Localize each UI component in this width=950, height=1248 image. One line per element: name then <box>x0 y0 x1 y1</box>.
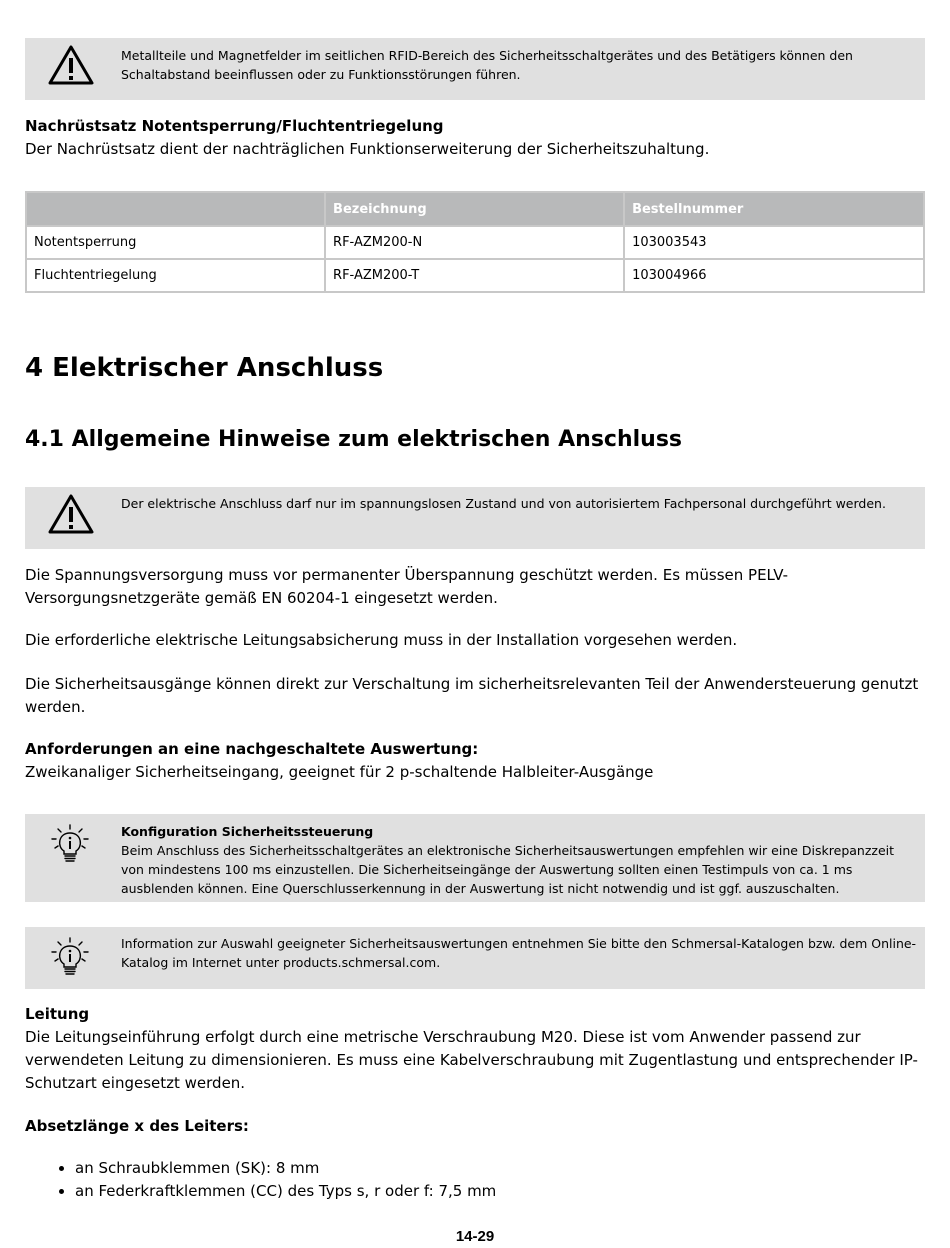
paragraph-power-supply: Die Spannungsversorgung muss vor permanenter Überspannung geschützt werden. Es müssen PELV-Versorgungsnetzgeräte gemäß EN 60204-1 eingesetzt werden. <box>25 566 789 607</box>
tip-text: Beim Anschluss des Sicherheitsschaltgerätes an elektronische Sicherheitsauswertungen empfehlen wir eine Diskrepanzzeit von mindestens 100 ms einzustellen. Die Sicherheitseingänge der Auswertung sollten einen Testimpuls von ca. 1 ms ausblenden können. Eine Querschlusserkennung in der Auswertung ist nicht notwendig und ist ggf. auszuschalten. <box>121 843 895 896</box>
section-4-1-title: 4.1 Allgemeine Hinweise zum elektrischen Anschluss <box>25 427 683 452</box>
table-row <box>27 260 923 291</box>
page-number: 14-29 <box>455 1228 495 1245</box>
lightbulb-info-icon <box>47 936 93 982</box>
requirements-heading: Anforderungen an eine nachgeschaltete Auswertung: <box>25 740 479 758</box>
table-header: Bestellnummer <box>625 193 923 225</box>
paragraph-fuse: Die erforderliche elektrische Leitungsabsicherung muss in der Installation vorgesehen werden. <box>25 631 738 649</box>
tip-box-config <box>25 814 925 902</box>
strip-length-heading: Absetzlänge x des Leiters: <box>25 1117 249 1135</box>
lightbulb-info-icon <box>47 823 93 869</box>
tip-title: Konfiguration Sicherheitssteuerung <box>121 824 374 839</box>
warning-triangle-icon <box>47 43 95 91</box>
table-cell: 103003543 <box>625 227 923 258</box>
requirements-text: Zweikanaliger Sicherheitseingang, geeignet für 2 p-schaltende Halbleiter-Ausgänge <box>25 763 654 781</box>
table-cell: 103004966 <box>625 260 923 291</box>
retrofit-heading: Nachrüstsatz Notentsperrung/Fluchtentriegelung <box>25 117 444 135</box>
table-header-row <box>27 193 923 225</box>
list-item: • an Schraubklemmen (SK): 8 mm <box>75 1157 496 1180</box>
retrofit-text: Der Nachrüstsatz dient der nachträglichen Funktionserweiterung der Sicherheitszuhaltung. <box>25 140 710 158</box>
table-cell: Fluchtentriegelung <box>27 260 324 291</box>
table-cell: RF-AZM200-T <box>326 260 623 291</box>
notice-box-metal <box>25 38 925 100</box>
table-cell: Notentsperrung <box>27 227 324 258</box>
tip-text: Information zur Auswahl geeigneter Sicherheitsauswertungen entnehmen Sie bitte den Schmersal-Katalogen bzw. dem Online-Katalog im Internet unter products.schmersal.com. <box>121 936 917 970</box>
parts-table <box>25 191 925 293</box>
tip-box-catalog <box>25 927 925 989</box>
paragraph-outputs: Die Sicherheitsausgänge können direkt zur Verschaltung im sicherheitsrelevanten Teil der Anwendersteuerung genutzt werden. <box>25 675 919 716</box>
cable-heading: Leitung <box>25 1005 90 1023</box>
table-row <box>27 227 923 258</box>
notice-text: Metallteile und Magnetfelder im seitlichen RFID-Bereich des Sicherheitsschaltgerätes und des Betätigers können den Schaltabstand beeinflussen oder zu Funktionsstörungen führen. <box>121 48 853 82</box>
list-item: • an Federkraftklemmen (CC) des Typs s, r oder f: 7,5 mm <box>75 1180 496 1203</box>
cable-text: Die Leitungseinführung erfolgt durch eine metrische Verschraubung M20. Diese ist vom Anwender passend zur verwendeten Leitung zu dimensionieren. Es muss eine Kabelverschraubung mit Zugentlastung und entsprechender IP-Schutzart eingesetzt werden. <box>25 1028 918 1092</box>
strip-length-list <box>25 1157 496 1203</box>
table-header <box>27 193 324 225</box>
warning-triangle-icon <box>47 492 95 540</box>
section-4-title: 4 Elektrischer Anschluss <box>25 353 384 383</box>
table-header: Bezeichnung <box>326 193 623 225</box>
notice-box-electrical <box>25 487 925 549</box>
table-cell: RF-AZM200-N <box>326 227 623 258</box>
notice-text: Der elektrische Anschluss darf nur im spannungslosen Zustand und von autorisiertem Fachpersonal durchgeführt werden. <box>121 496 886 511</box>
